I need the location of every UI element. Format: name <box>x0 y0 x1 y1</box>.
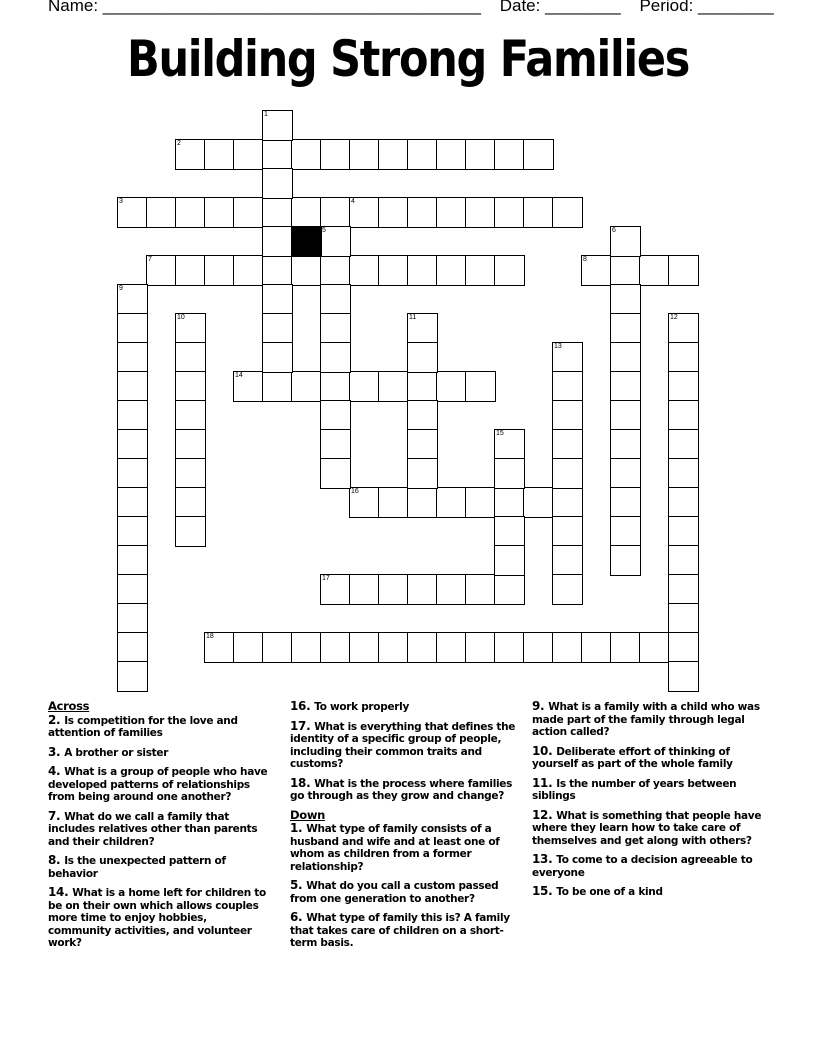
grid-cell[interactable] <box>117 545 148 576</box>
grid-cell[interactable] <box>291 139 322 170</box>
grid-cell[interactable] <box>436 487 467 518</box>
grid-cell[interactable] <box>117 284 148 315</box>
clue-item-text: What do you call a custom passed from one generation to another? <box>290 880 499 905</box>
grid-cell[interactable] <box>117 574 148 605</box>
grid-cell[interactable] <box>639 255 670 286</box>
grid-cell[interactable] <box>117 400 148 431</box>
grid-cell[interactable] <box>552 632 583 663</box>
grid-cell[interactable] <box>349 255 380 286</box>
clue-item-text: What is a home left for children to be on their own which allows couples more time to enjoy hobbies, community activities, and volunteer work? <box>48 887 266 949</box>
clue-number: 17 <box>322 575 330 582</box>
grid-cell[interactable] <box>378 197 409 228</box>
grid-cell[interactable] <box>349 371 380 402</box>
grid-cell[interactable] <box>117 632 148 663</box>
period-field[interactable]: Period: ________ <box>639 0 774 15</box>
grid-cell[interactable] <box>407 197 438 228</box>
clue-item <box>290 911 522 950</box>
clue-item-text: To be one of a kind <box>556 886 663 898</box>
clue-item-number: 8. <box>48 853 65 867</box>
grid-cell[interactable] <box>523 632 554 663</box>
grid-cell[interactable] <box>494 487 525 518</box>
clue-item-text: What is something that people have where they learn how to take care of themselves and get along with others? <box>532 809 762 847</box>
grid-cell[interactable] <box>146 197 177 228</box>
grid-cell[interactable] <box>117 661 148 692</box>
grid-cell[interactable] <box>349 487 380 518</box>
grid-cell[interactable] <box>262 632 293 663</box>
grid-cell[interactable] <box>523 139 554 170</box>
clue-item-number: 1. <box>290 821 307 835</box>
grid-cell[interactable] <box>494 516 525 547</box>
clue-item-text: To work properly <box>314 701 409 713</box>
grid-cell[interactable] <box>378 574 409 605</box>
clue-item-number: 10. <box>532 743 557 758</box>
grid-cell[interactable] <box>378 371 409 402</box>
clue-number: 1 <box>264 111 268 118</box>
grid-cell[interactable] <box>668 371 699 402</box>
grid-cell[interactable] <box>494 632 525 663</box>
grid-cell[interactable] <box>117 197 148 228</box>
clue-item <box>48 746 273 760</box>
grid-cell[interactable] <box>610 342 641 373</box>
grid-cell[interactable] <box>494 458 525 489</box>
grid-cell[interactable] <box>407 429 438 460</box>
grid-cell[interactable] <box>436 197 467 228</box>
grid-cell[interactable] <box>407 487 438 518</box>
grid-cell[interactable] <box>320 458 351 489</box>
clue-item <box>532 885 772 899</box>
grid-cell[interactable] <box>320 371 351 402</box>
clue-number: 18 <box>206 633 214 640</box>
grid-cell[interactable] <box>175 255 206 286</box>
clue-item-text: Is the number of years between siblings <box>532 777 737 802</box>
grid-cell[interactable] <box>407 139 438 170</box>
clue-item-number: 7. <box>48 808 65 823</box>
clue-number: 16 <box>351 488 359 495</box>
clue-item <box>48 765 273 804</box>
grid-cell[interactable] <box>552 516 583 547</box>
page-title: Building Strong Families <box>126 30 690 88</box>
clue-number: 9 <box>119 285 123 292</box>
grid-cell[interactable] <box>668 574 699 605</box>
grid-cell[interactable] <box>610 400 641 431</box>
grid-cell[interactable] <box>320 400 351 431</box>
clue-number: 7 <box>148 256 152 263</box>
grid-cell[interactable] <box>175 139 206 170</box>
grid-cell[interactable] <box>407 574 438 605</box>
grid-cell[interactable] <box>262 110 293 141</box>
grid-cell[interactable] <box>262 139 293 170</box>
grid-cell[interactable] <box>610 516 641 547</box>
clue-item-number: 12. <box>532 807 557 822</box>
grid-cell[interactable] <box>610 487 641 518</box>
grid-cell[interactable] <box>378 487 409 518</box>
grid-cell[interactable] <box>407 458 438 489</box>
clue-item <box>290 822 522 873</box>
clue-item-number: 16. <box>290 699 315 713</box>
grid-cell[interactable] <box>552 458 583 489</box>
clue-item <box>290 720 522 771</box>
grid-cell[interactable] <box>233 632 264 663</box>
clue-item <box>48 810 273 849</box>
grid-cell[interactable] <box>610 284 641 315</box>
grid-cell[interactable] <box>494 139 525 170</box>
grid-cell[interactable] <box>523 487 554 518</box>
clue-item-number: 14. <box>48 885 73 899</box>
clue-item <box>532 809 772 848</box>
grid-cell[interactable] <box>610 545 641 576</box>
grid-cell[interactable] <box>175 400 206 431</box>
clue-column-1 <box>48 700 273 956</box>
grid-cell[interactable] <box>465 371 496 402</box>
grid-cell[interactable] <box>349 574 380 605</box>
grid-cell[interactable] <box>668 255 699 286</box>
grid-cell[interactable] <box>175 516 206 547</box>
clue-item-text: What is a family with a child who was made part of the family through legal action called? <box>532 701 760 738</box>
grid-cell[interactable] <box>117 429 148 460</box>
clue-number: 6 <box>612 227 616 234</box>
grid-cell[interactable] <box>262 168 293 199</box>
clue-number: 2 <box>177 140 181 147</box>
grid-cell[interactable] <box>668 545 699 576</box>
clue-item <box>290 700 522 714</box>
clue-item-text: To come to a decision agreeable to everyone <box>532 854 753 879</box>
grid-cell[interactable] <box>233 371 264 402</box>
clue-item-number: 13. <box>532 852 557 866</box>
grid-cell[interactable] <box>668 487 699 518</box>
grid-cell[interactable] <box>552 487 583 518</box>
clue-item-number: 9. <box>532 699 549 713</box>
grid-cell[interactable] <box>349 139 380 170</box>
grid-cell[interactable] <box>175 313 206 344</box>
grid-cell[interactable] <box>291 371 322 402</box>
grid-cell[interactable] <box>349 632 380 663</box>
clue-number: 14 <box>235 372 243 379</box>
grid-cell[interactable] <box>320 342 351 373</box>
grid-cell[interactable] <box>494 255 525 286</box>
grid-cell[interactable] <box>233 139 264 170</box>
grid-cell[interactable] <box>639 632 670 663</box>
clue-item-text: What type of family this is? A family that takes care of children on a short-term basis. <box>290 912 510 949</box>
clue-item-text: What is the process where families go through as they grow and change? <box>290 777 513 802</box>
grid-cell[interactable] <box>668 661 699 692</box>
date-field[interactable]: Date: ________ <box>499 0 621 15</box>
grid-cell[interactable] <box>494 545 525 576</box>
grid-cell[interactable] <box>233 255 264 286</box>
grid-cell[interactable] <box>117 371 148 402</box>
grid-cell[interactable] <box>610 313 641 344</box>
clue-number: 12 <box>670 314 678 321</box>
grid-cell[interactable] <box>552 400 583 431</box>
clue-item-text: What type of family consists of a husband and wife and at least one of whom as children from a former relationship? <box>290 823 500 873</box>
grid-cell[interactable] <box>233 197 264 228</box>
grid-cell[interactable] <box>610 255 641 286</box>
clue-item-number: 15. <box>532 884 557 898</box>
clue-item-number: 18. <box>290 775 315 790</box>
clue-number: 11 <box>409 314 417 321</box>
clue-number: 3 <box>119 198 123 205</box>
grid-cell[interactable] <box>436 139 467 170</box>
clue-item-number: 11. <box>532 775 557 790</box>
clue-item-number: 3. <box>48 744 65 759</box>
grid-cell[interactable] <box>407 632 438 663</box>
clue-item <box>48 854 273 880</box>
grid-cell[interactable] <box>262 255 293 286</box>
grid-cell[interactable] <box>668 516 699 547</box>
clue-column-2 <box>290 700 522 956</box>
grid-cell[interactable] <box>581 632 612 663</box>
grid-cell[interactable] <box>320 139 351 170</box>
grid-cell[interactable] <box>320 313 351 344</box>
grid-cell[interactable] <box>204 197 235 228</box>
clue-item-number: 2. <box>48 712 65 727</box>
clue-item-number: 17. <box>290 718 315 733</box>
clue-item-text: What do we call a family that includes relatives other than parents and their children? <box>48 810 258 848</box>
grid-cell[interactable] <box>117 313 148 344</box>
clue-item-text: A brother or sister <box>64 746 169 759</box>
grid-cell[interactable] <box>494 574 525 605</box>
grid-cell[interactable] <box>349 197 380 228</box>
clue-item <box>48 714 273 740</box>
grid-cell[interactable] <box>465 197 496 228</box>
clue-number: 8 <box>583 256 587 263</box>
grid-cell[interactable] <box>320 632 351 663</box>
grid-cell[interactable] <box>175 371 206 402</box>
grid-cell[interactable] <box>552 429 583 460</box>
grid-cell[interactable] <box>407 342 438 373</box>
down-heading: Down <box>290 807 326 822</box>
clue-number: 13 <box>554 343 562 350</box>
grid-cell[interactable] <box>610 429 641 460</box>
grid-cell[interactable] <box>146 255 177 286</box>
grid-cell[interactable] <box>175 458 206 489</box>
grid-cell[interactable] <box>291 255 322 286</box>
grid-cell[interactable] <box>320 284 351 315</box>
grid-cell[interactable] <box>552 574 583 605</box>
grid-cell[interactable] <box>320 574 351 605</box>
grid-cell[interactable] <box>320 255 351 286</box>
grid-cell[interactable] <box>552 545 583 576</box>
grid-cell[interactable] <box>262 342 293 373</box>
clue-item-text: Is competition for the love and attention of families <box>48 714 238 739</box>
grid-cell[interactable] <box>668 313 699 344</box>
grid-cell[interactable] <box>610 632 641 663</box>
grid-cell[interactable] <box>407 371 438 402</box>
grid-cell[interactable] <box>668 458 699 489</box>
grid-cell[interactable] <box>436 371 467 402</box>
clue-item <box>48 886 273 950</box>
clue-item-text: What is a group of people who have developed patterns of relationships from being around one another? <box>48 766 268 803</box>
name-field[interactable]: Name: ________________________________________ <box>48 0 481 15</box>
grid-cell[interactable] <box>262 197 293 228</box>
grid-cell[interactable] <box>581 255 612 286</box>
grid-cell[interactable] <box>291 197 322 228</box>
clue-item <box>532 777 772 803</box>
clue-number: 10 <box>177 314 185 321</box>
grid-cell[interactable] <box>117 487 148 518</box>
grid-cell[interactable] <box>465 255 496 286</box>
grid-cell[interactable] <box>668 400 699 431</box>
grid-cell[interactable] <box>175 429 206 460</box>
grid-cell[interactable] <box>204 139 235 170</box>
grid-cell[interactable] <box>523 197 554 228</box>
black-cell <box>291 226 322 257</box>
clue-item <box>532 700 772 739</box>
grid-cell[interactable] <box>436 255 467 286</box>
grid-cell[interactable] <box>175 342 206 373</box>
grid-cell[interactable] <box>262 313 293 344</box>
grid-cell[interactable] <box>668 429 699 460</box>
grid-cell[interactable] <box>668 603 699 634</box>
clue-item-text: Is the unexpected pattern of behavior <box>48 855 226 880</box>
grid-cell[interactable] <box>378 139 409 170</box>
clue-item-text: Deliberate effort of thinking of yourself as part of the whole family <box>532 745 733 770</box>
grid-cell[interactable] <box>320 226 351 257</box>
clue-item-number: 4. <box>48 764 65 778</box>
grid-cell[interactable] <box>494 429 525 460</box>
clue-item <box>532 745 772 771</box>
clue-number: 5 <box>322 227 326 234</box>
grid-cell[interactable] <box>175 487 206 518</box>
grid-cell[interactable] <box>465 487 496 518</box>
grid-cell[interactable] <box>552 342 583 373</box>
grid-cell[interactable] <box>465 632 496 663</box>
clue-number: 15 <box>496 430 504 437</box>
grid-cell[interactable] <box>436 574 467 605</box>
grid-cell[interactable] <box>117 603 148 634</box>
grid-cell[interactable] <box>175 197 206 228</box>
grid-cell[interactable] <box>668 632 699 663</box>
grid-cell[interactable] <box>378 632 409 663</box>
across-heading: Across <box>48 699 90 713</box>
grid-cell[interactable] <box>610 371 641 402</box>
grid-cell[interactable] <box>117 516 148 547</box>
grid-cell[interactable] <box>378 255 409 286</box>
grid-cell[interactable] <box>465 139 496 170</box>
grid-cell[interactable] <box>117 458 148 489</box>
grid-cell[interactable] <box>610 458 641 489</box>
clue-item <box>532 853 772 879</box>
grid-cell[interactable] <box>117 342 148 373</box>
grid-cell[interactable] <box>552 371 583 402</box>
grid-cell[interactable] <box>204 632 235 663</box>
grid-cell[interactable] <box>204 255 235 286</box>
grid-cell[interactable] <box>320 197 351 228</box>
grid-cell[interactable] <box>262 226 293 257</box>
grid-cell[interactable] <box>610 226 641 257</box>
grid-cell[interactable] <box>552 197 583 228</box>
clue-item <box>290 777 522 803</box>
grid-cell[interactable] <box>465 574 496 605</box>
grid-cell[interactable] <box>262 284 293 315</box>
clue-column-3 <box>532 700 772 905</box>
grid-cell[interactable] <box>494 197 525 228</box>
clue-item <box>290 879 522 905</box>
grid-cell[interactable] <box>407 255 438 286</box>
grid-cell[interactable] <box>436 632 467 663</box>
grid-cell[interactable] <box>320 429 351 460</box>
grid-cell[interactable] <box>291 632 322 663</box>
grid-cell[interactable] <box>262 371 293 402</box>
grid-cell[interactable] <box>407 400 438 431</box>
clue-number: 4 <box>351 198 355 205</box>
clue-item-number: 6. <box>290 910 307 924</box>
clue-item-text: What is everything that defines the identity of a specific group of people, including their common traits and customs? <box>290 720 516 770</box>
clue-item-number: 5. <box>290 878 307 892</box>
grid-cell[interactable] <box>407 313 438 344</box>
grid-cell[interactable] <box>668 342 699 373</box>
